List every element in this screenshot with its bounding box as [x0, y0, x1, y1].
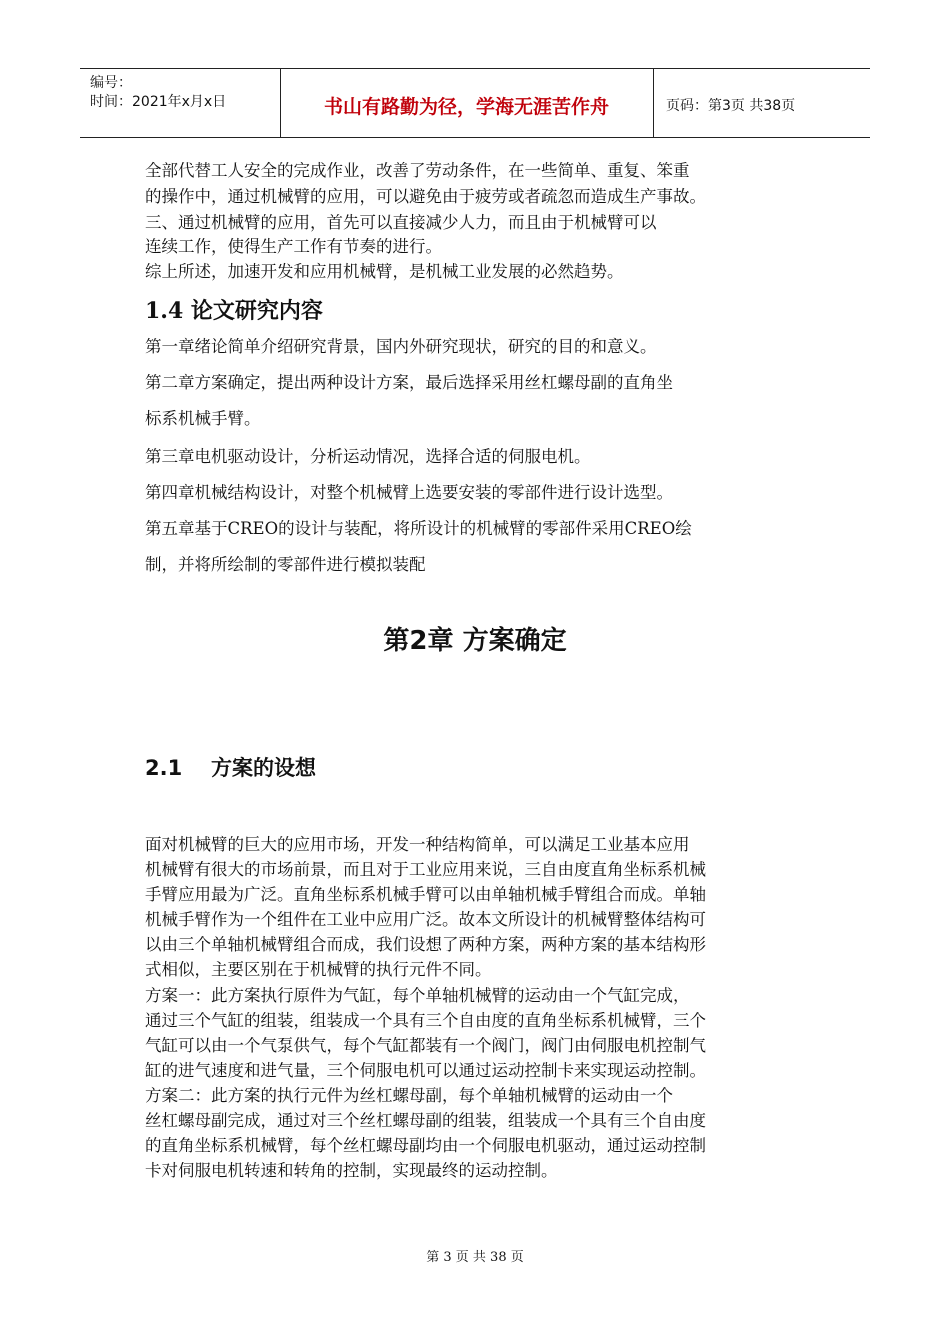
header-motto: 书山有路勤为径，学海无涯苦作舟: [280, 69, 654, 137]
body-line: 式相似，主要区别在于机械臂的执行元件不同。: [145, 960, 492, 979]
body-line: 第五章基于CREO的设计与装配，将所设计的机械臂的零部件采用CREO绘: [145, 519, 692, 538]
chapter-title: 第2章 方案确定: [383, 626, 567, 656]
body-line: 手臂应用最为广泛。直角坐标系机械手臂可以由单轴机械手臂组合而成。单轴: [145, 885, 706, 904]
body-line: 气缸可以由一个气泵供气，每个气缸都装有一个阀门，阀门由伺服电机控制气: [145, 1036, 706, 1055]
body-line: 第四章机械结构设计，对整个机械臂上选要安装的零部件进行设计选型。: [145, 483, 673, 502]
body-line: 第二章方案确定，提出两种设计方案，最后选择采用丝杠螺母副的直角坐: [145, 373, 673, 392]
section-heading: [145, 752, 316, 782]
page-header: [80, 68, 870, 138]
body-line: 机械手臂作为一个组件在工业中应用广泛。故本文所设计的机械臂整体结构可: [145, 910, 706, 929]
section-number: 2.1: [145, 756, 183, 780]
body-line: 面对机械臂的巨大的应用市场，开发一种结构简单，可以满足工业基本应用: [145, 835, 690, 854]
page-footer: 第 3 页 共 38 页: [426, 1250, 524, 1265]
body-line: 方案二：此方案的执行元件为丝杠螺母副，每个单轴机械臂的运动由一个: [145, 1086, 673, 1105]
body-line: 第三章电机驱动设计，分析运动情况，选择合适的伺服电机。: [145, 447, 591, 466]
body-line: 全部代替工人安全的完成作业，改善了劳动条件，在一些简单、重复、笨重: [145, 161, 690, 180]
body-line: 的直角坐标系机械臂，每个丝杠螺母副均由一个伺服电机驱动，通过运动控制: [145, 1136, 706, 1155]
body-line: 连续工作，使得生产工作有节奏的进行。: [145, 237, 442, 256]
body-line: 方案一：此方案执行原件为气缸，每个单轴机械臂的运动由一个气缸完成，: [145, 986, 690, 1005]
header-page-info: 页码：第3页 共38页: [666, 98, 796, 114]
number-label: 编号：: [90, 75, 132, 91]
body-line: 卡对伺服电机转速和转角的控制，实现最终的运动控制。: [145, 1161, 558, 1180]
body-line: 机械臂有很大的市场前景，而且对于工业应用来说，三自由度直角坐标系机械: [145, 860, 706, 879]
body-line: 综上所述，加速开发和应用机械臂，是机械工业发展的必然趋势。: [145, 262, 624, 281]
body-line: 制，并将所绘制的零部件进行模拟装配: [145, 555, 426, 574]
body-line: 以由三个单轴机械臂组合而成，我们设想了两种方案，两种方案的基本结构形: [145, 935, 706, 954]
body-line: 通过三个气缸的组装，组装成一个具有三个自由度的直角坐标系机械臂，三个: [145, 1011, 706, 1030]
body-line: 标系机械手臂。: [145, 409, 261, 428]
header-meta: [80, 69, 281, 137]
body-line: 第一章绪论简单介绍研究背景，国内外研究现状，研究的目的和意义。: [145, 337, 657, 356]
section-title: 方案的设想: [211, 756, 316, 780]
section-heading: 1.4 论文研究内容: [145, 298, 323, 324]
time-label: 时间：2021年x月x日: [90, 94, 227, 110]
body-line: 缸的进气速度和进气量，三个伺服电机可以通过运动控制卡来实现运动控制。: [145, 1061, 706, 1080]
body-line: 三、通过机械臂的应用，首先可以直接减少人力，而且由于机械臂可以: [145, 213, 657, 232]
body-line: 丝杠螺母副完成，通过对三个丝杠螺母副的组装，组装成一个具有三个自由度: [145, 1111, 706, 1130]
body-line: 的操作中，通过机械臂的应用，可以避免由于疲劳或者疏忽而造成生产事故。: [145, 187, 706, 206]
